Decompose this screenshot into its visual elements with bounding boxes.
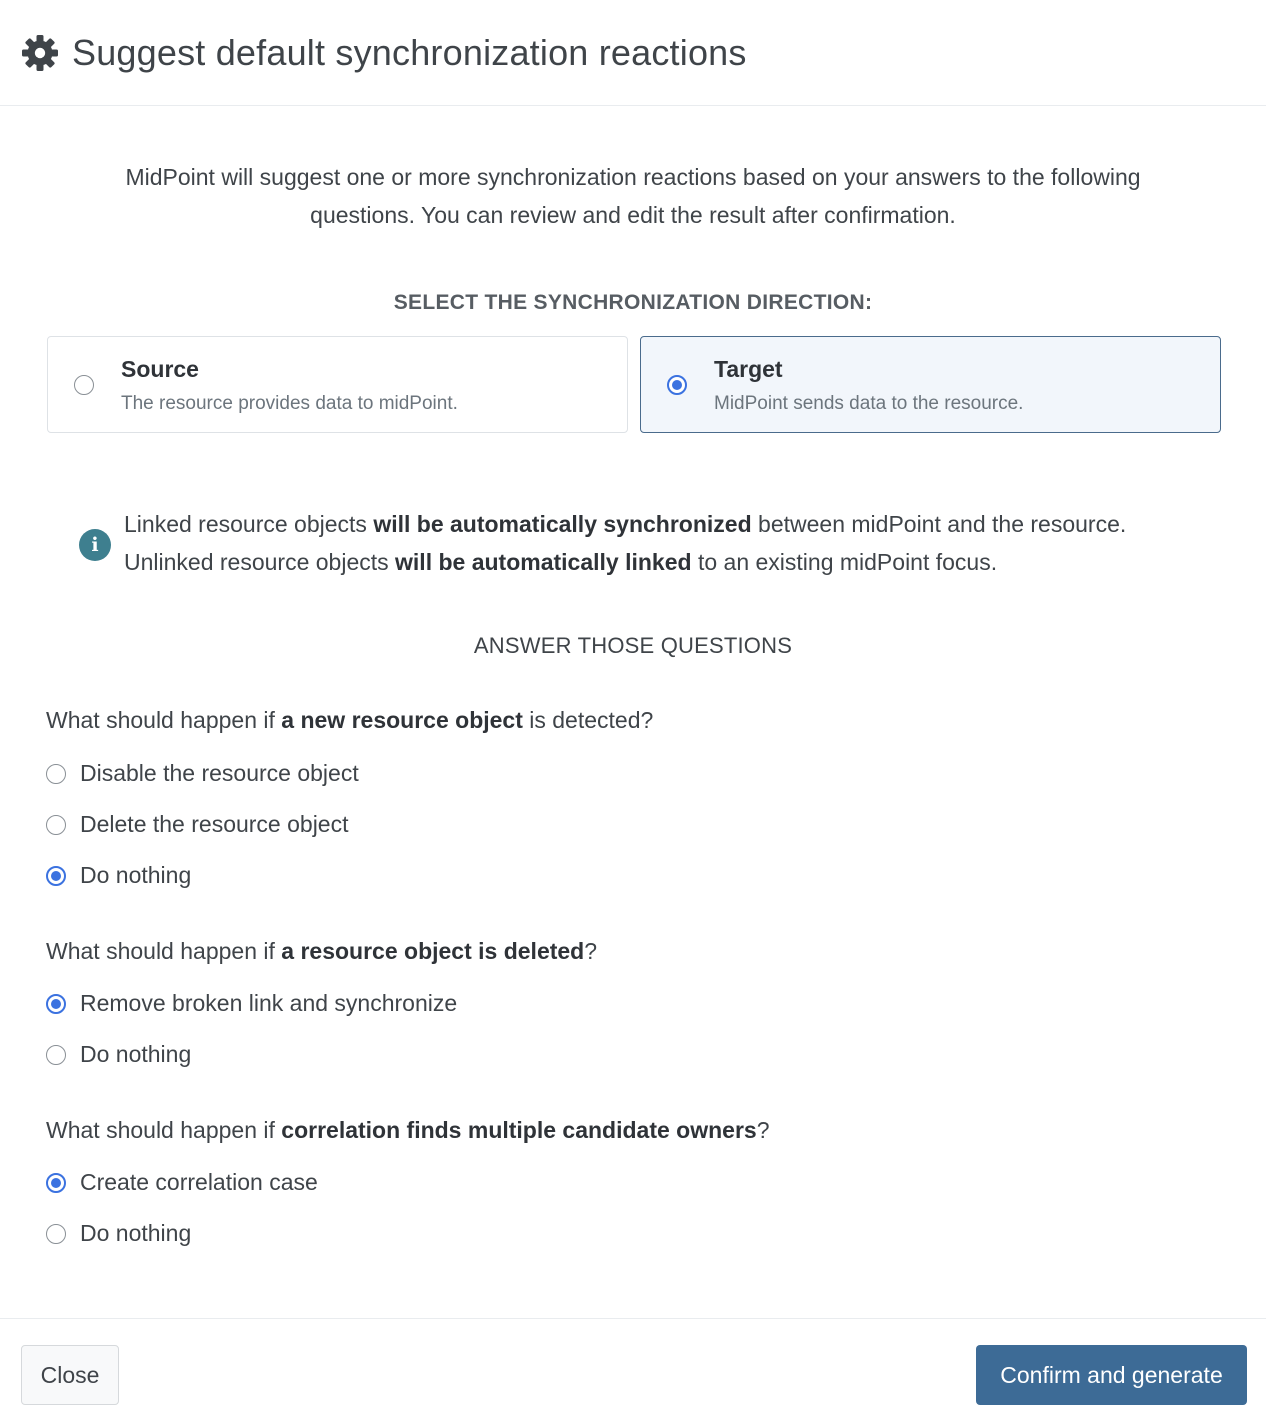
info-line-1: Linked resource objects will be automatically synchronized between midPoint and the resource. — [124, 511, 1127, 537]
info-icon: i — [79, 529, 111, 561]
dialog-title: Suggest default synchronization reactions — [72, 31, 747, 73]
radio-button[interactable] — [46, 1045, 66, 1065]
option-create-correlation-case[interactable] — [46, 1169, 318, 1196]
option-label: Delete the resource object — [80, 811, 349, 837]
question-multiple-owners: What should happen if correlation finds multiple candidate owners? — [46, 1117, 770, 1143]
direction-card-source[interactable] — [47, 336, 628, 433]
direction-cards — [47, 336, 1221, 433]
dialog-footer — [0, 1318, 1266, 1424]
option-do-nothing-correlation[interactable] — [46, 1220, 191, 1247]
info-line-2: Unlinked resource objects will be automatically linked to an existing midPoint focus. — [124, 549, 998, 575]
option-disable-resource-object[interactable] — [46, 760, 359, 787]
option-remove-broken-link[interactable] — [46, 990, 457, 1017]
radio-button[interactable] — [46, 815, 66, 835]
confirm-and-generate-button[interactable]: Confirm and generate — [976, 1345, 1247, 1405]
target-radio[interactable] — [667, 375, 687, 395]
gear-icon — [20, 33, 60, 73]
radio-button[interactable] — [46, 866, 66, 886]
option-label: Remove broken link and synchronize — [80, 990, 458, 1016]
source-title: Source — [121, 356, 199, 382]
question-object-deleted: What should happen if a resource object is deleted? — [46, 938, 598, 964]
intro-line-2: questions. You can review and edit the result after confirmation. — [310, 202, 956, 228]
option-label: Do nothing — [80, 1220, 192, 1246]
question-new-object: What should happen if a new resource object is detected? — [46, 707, 654, 733]
info-text — [124, 505, 1126, 581]
questions-heading: ANSWER THOSE QUESTIONS — [473, 633, 793, 658]
intro-line-1: MidPoint will suggest one or more synchronization reactions based on your answers to the following — [125, 164, 1141, 190]
option-label: Create correlation case — [80, 1169, 318, 1195]
option-do-nothing-deleted[interactable] — [46, 1041, 191, 1068]
target-description: MidPoint sends data to the resource. — [714, 393, 1024, 414]
option-do-nothing-new[interactable] — [46, 862, 191, 889]
option-label: Disable the resource object — [80, 760, 359, 786]
radio-button[interactable] — [46, 994, 66, 1014]
radio-button[interactable] — [46, 764, 66, 784]
direction-card-target[interactable] — [640, 336, 1221, 433]
option-label: Do nothing — [80, 1041, 192, 1067]
radio-button[interactable] — [46, 1224, 66, 1244]
close-button[interactable]: Close — [21, 1345, 119, 1405]
target-title: Target — [714, 356, 783, 382]
dialog-header — [0, 0, 1266, 106]
source-radio[interactable] — [74, 375, 94, 395]
option-label: Do nothing — [80, 862, 192, 888]
intro-text — [60, 158, 1206, 234]
radio-button[interactable] — [46, 1173, 66, 1193]
direction-heading: SELECT THE SYNCHRONIZATION DIRECTION: — [393, 291, 873, 314]
option-delete-resource-object[interactable] — [46, 811, 349, 838]
source-description: The resource provides data to midPoint. — [121, 393, 458, 414]
